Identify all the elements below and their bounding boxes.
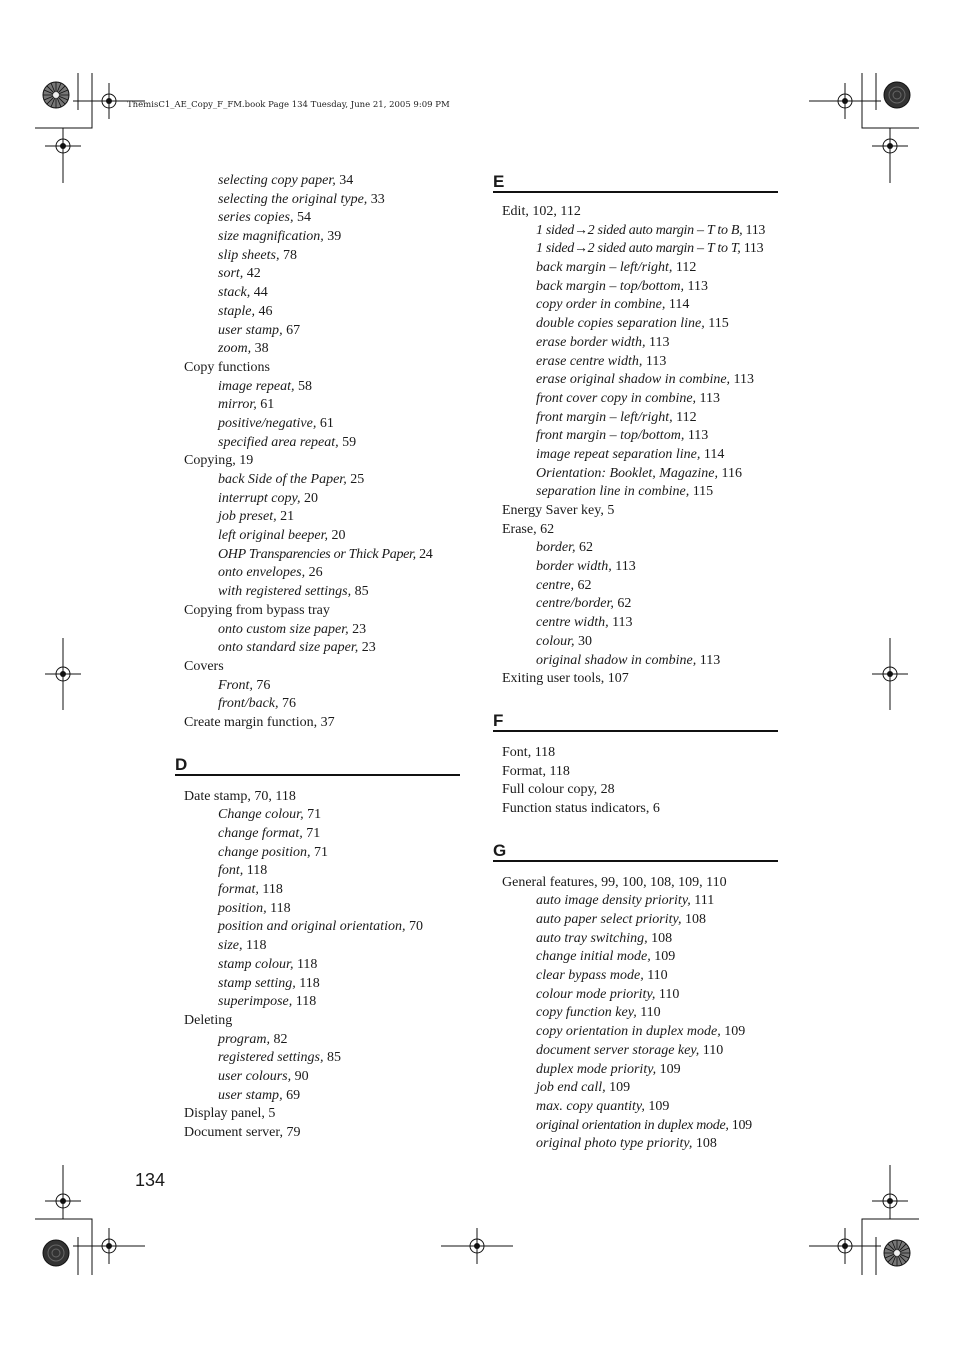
entry-term: slip sheets — [218, 247, 276, 263]
entry-term: back Side of the Paper — [218, 472, 344, 487]
entry-page-ref: 85 — [354, 584, 369, 600]
index-subentry: size, 118 — [218, 938, 267, 954]
index-subentry: user stamp, 67 — [218, 322, 301, 338]
index-subentry: stamp setting, 118 — [218, 975, 320, 991]
index-subentry: image repeat separation line, 114 — [536, 446, 725, 462]
index-subentry: centre, 62 — [536, 577, 592, 593]
index-subentry: left original beeper, 20 — [218, 528, 346, 544]
index-subentry: staple, 46 — [218, 303, 273, 319]
entry-term: selecting the original type — [218, 191, 364, 207]
entry-page-ref: 113 — [745, 222, 766, 238]
entry-page-ref: 62 — [577, 577, 592, 593]
index-subentry: series copies, 54 — [218, 210, 311, 226]
index-subentry: copy order in combine, 114 — [536, 297, 690, 313]
index-subentry: job end call, 109 — [536, 1080, 631, 1096]
index-subentry: double copies separation line, 115 — [536, 316, 729, 332]
index-subentry: centre/border, 62 — [536, 596, 632, 612]
entry-page-ref: 20 — [331, 528, 346, 544]
index-subentry: job preset, 21 — [218, 509, 295, 525]
index-subentry: change position, 71 — [218, 844, 329, 860]
entry-page-ref: 21 — [280, 509, 295, 525]
index-entry: Create margin function, 37 — [184, 714, 335, 730]
index-subentry: stamp colour, 118 — [218, 956, 318, 972]
entry-term: original orientation in duplex mode — [536, 1117, 726, 1133]
entry-term: user stamp — [218, 322, 280, 338]
index-subentry: stack, 44 — [218, 285, 268, 301]
index-entry: Erase, 62 — [502, 521, 555, 537]
entry-page-ref: 23 — [352, 621, 367, 637]
entry-term: format — [218, 882, 256, 898]
entry-term: double copies separation line — [536, 316, 702, 332]
entry-page-ref: 85 — [327, 1050, 342, 1066]
entry-term: erase original shadow in combine — [536, 372, 727, 388]
entry-page-ref: 39 — [327, 229, 342, 245]
entry-term: Copy functions — [184, 359, 270, 375]
entry-term: onto envelopes — [218, 565, 302, 581]
index-subentry: erase centre width, 113 — [536, 353, 667, 369]
entry-term: back margin – left/right — [536, 260, 669, 276]
entry-page-ref: 38 — [254, 341, 269, 357]
index-subentry: font, 118 — [218, 863, 268, 879]
entry-term: General features — [502, 874, 595, 890]
index-entry: Date stamp, 70, 118 — [184, 788, 296, 804]
index-subentry: border width, 113 — [536, 559, 636, 575]
entry-page-ref: 113 — [743, 241, 764, 257]
index-entries-d — [184, 788, 474, 1143]
section-header-f — [493, 705, 792, 761]
entry-page-ref: 82 — [273, 1031, 288, 1047]
entry-term: erase centre width — [536, 353, 639, 369]
entry-term: superimpose — [218, 994, 289, 1010]
index-subentry: onto standard size paper, 23 — [218, 640, 376, 656]
entry-term: user stamp — [218, 1087, 280, 1103]
index-subentry: mirror, 61 — [218, 397, 275, 413]
entry-page-ref: 5 — [268, 1106, 276, 1122]
entry-page-ref: 118 — [246, 863, 268, 879]
index-subentry: original shadow in combine, 113 — [536, 652, 721, 668]
entry-term: Edit — [502, 204, 526, 219]
entry-term: interrupt copy — [218, 490, 297, 506]
index-subentry: back margin – left/right, 112 — [536, 260, 697, 276]
entry-page-ref: 70, 118 — [254, 788, 296, 804]
entry-page-ref: 108 — [695, 1136, 717, 1152]
entry-page-ref: 59 — [342, 434, 357, 450]
book-header: ThemisC1_AE_Copy_F_FM.book Page 134 Tuesday, June 21, 2005 9:09 PM — [127, 100, 450, 110]
entry-term: positive/negative — [218, 415, 313, 431]
entry-page-ref: 113 — [699, 652, 721, 668]
entry-term: duplex mode priority — [536, 1061, 653, 1077]
entry-page-ref: 113 — [687, 428, 709, 444]
entry-term: Copying — [184, 453, 233, 469]
entry-term: document server storage key — [536, 1042, 696, 1058]
index-subentry: onto envelopes, 26 — [218, 565, 323, 581]
index-entry: Document server, 79 — [184, 1125, 301, 1140]
index-entry: Display panel, 5 — [184, 1106, 276, 1122]
entry-term: Display panel — [184, 1106, 262, 1122]
entry-page-ref: 118 — [299, 975, 320, 991]
section-header-g — [493, 835, 792, 891]
index-entry: General features, 99, 100, 108, 109, 110 — [502, 874, 727, 890]
entry-page-ref: 28 — [600, 782, 615, 798]
entry-page-ref: 109 — [731, 1117, 752, 1133]
entry-page-ref: 44 — [253, 285, 268, 301]
entry-term: job end call — [536, 1080, 603, 1096]
entry-term: Date stamp — [184, 788, 248, 804]
entry-term: erase border width — [536, 334, 643, 350]
entry-term: auto paper select priority — [536, 912, 678, 927]
index-entry — [184, 602, 474, 621]
index-subentry: slip sheets, 78 — [218, 247, 297, 263]
entry-term: Covers — [184, 658, 224, 674]
entry-page-ref: 109 — [648, 1098, 670, 1114]
entry-page-ref: 108 — [651, 930, 673, 946]
index-subentry: auto paper select priority, 108 — [536, 912, 706, 927]
index-entry: Energy Saver key, 5 — [502, 503, 615, 518]
entry-page-ref: 71 — [307, 807, 322, 823]
entry-page-ref: 107 — [607, 671, 629, 687]
entry-term: sort — [218, 266, 240, 282]
section-rule — [175, 774, 460, 776]
entry-term: stack — [218, 285, 247, 301]
entry-page-ref: 118 — [295, 994, 317, 1010]
entry-page-ref: 79 — [286, 1125, 301, 1140]
entry-term: border width — [536, 559, 609, 575]
entry-page-ref: 118 — [549, 763, 570, 779]
entry-term: copy function key — [536, 1005, 634, 1021]
index-entries-e — [502, 203, 792, 689]
index-subentry: border, 62 — [536, 540, 594, 556]
entry-term: size — [218, 938, 239, 954]
entry-page-ref: 113 — [615, 559, 636, 575]
entry-page-ref: 109 — [609, 1080, 631, 1096]
entry-term: Full colour copy — [502, 782, 594, 798]
entry-page-ref: 61 — [319, 415, 334, 431]
section-header-e — [493, 166, 792, 222]
entry-page-ref: 115 — [692, 484, 714, 500]
index-subentry: colour, 30 — [536, 633, 592, 649]
entry-page-ref: 109 — [659, 1061, 681, 1077]
index-entries-g — [502, 874, 792, 1154]
index-entry: Function status indicators, 6 — [502, 800, 660, 816]
index-subentry: OHP Transparencies or Thick Paper, 24 — [218, 546, 433, 562]
index-entry: Copying, 19 — [184, 453, 254, 469]
index-subentry: duplex mode priority, 109 — [536, 1061, 681, 1077]
entry-term: Exiting user tools — [502, 671, 601, 687]
entry-term: front/back — [218, 696, 276, 712]
entry-term: program — [218, 1031, 267, 1047]
index-subentry: auto tray switching, 108 — [536, 930, 673, 946]
entry-page-ref: 58 — [297, 378, 312, 394]
entry-page-ref: 118 — [534, 744, 556, 760]
index-subentry: program, 82 — [218, 1031, 288, 1047]
entry-page-ref: 114 — [703, 446, 725, 462]
index-subentry: erase original shadow in combine, 113 — [536, 372, 755, 388]
entry-term: 1 sided→2 sided auto margin – T to B — [536, 222, 740, 238]
index-subentry: selecting the original type, 33 — [218, 191, 385, 207]
entry-page-ref: 71 — [314, 844, 329, 860]
entry-page-ref: 109 — [654, 949, 676, 965]
entry-page-ref: 110 — [640, 1005, 661, 1021]
entry-term: front cover copy in combine — [536, 390, 693, 406]
index-subentry: Orientation: Booklet, Magazine, 116 — [536, 465, 742, 481]
entry-term: Energy Saver key — [502, 503, 601, 518]
entry-term: size magnification — [218, 229, 321, 245]
entry-term: back margin – top/bottom — [536, 278, 681, 294]
entry-page-ref: 78 — [282, 247, 297, 263]
entry-page-ref: 118 — [296, 956, 318, 972]
entry-page-ref: 71 — [306, 826, 321, 841]
entry-term: stamp colour — [218, 956, 290, 972]
entry-term: Erase — [502, 521, 534, 537]
index-entry: Font, 118 — [502, 744, 556, 760]
entry-page-ref: 25 — [350, 472, 365, 487]
entry-term: staple — [218, 303, 252, 319]
entry-page-ref: 26 — [308, 565, 323, 581]
entry-page-ref: 62 — [540, 521, 555, 537]
entry-page-ref: 33 — [370, 191, 385, 207]
entry-page-ref: 46 — [258, 303, 273, 319]
entry-term: stamp setting — [218, 975, 293, 991]
entry-term: position and original orientation — [218, 919, 402, 935]
entry-term: border — [536, 540, 573, 556]
section-rule — [493, 730, 778, 732]
entry-term: onto custom size paper — [218, 621, 346, 637]
entry-page-ref: 114 — [668, 297, 690, 313]
index-subentry: colour mode priority, 110 — [536, 986, 680, 1002]
entry-term: clear bypass mode — [536, 968, 641, 984]
entry-term: front margin – left/right — [536, 409, 670, 425]
index-subentry: Front, 76 — [218, 677, 271, 693]
entry-page-ref: 113 — [612, 615, 633, 631]
entry-term: zoom — [218, 341, 248, 357]
index-subentry: 1 sided→2 sided auto margin – T to B, 113 — [536, 222, 766, 238]
entry-page-ref: 113 — [649, 334, 670, 350]
entry-page-ref: 20 — [303, 490, 318, 506]
index-subentry: size magnification, 39 — [218, 229, 342, 245]
entry-page-ref: 62 — [579, 540, 594, 556]
entry-page-ref: 118 — [246, 938, 267, 954]
entry-term: Copying from bypass tray — [184, 602, 330, 618]
entry-page-ref: 113 — [645, 353, 667, 369]
entry-page-ref: 54 — [296, 210, 311, 226]
index-entry — [184, 1012, 474, 1031]
section-letter: D — [175, 754, 188, 774]
index-subentry: clear bypass mode, 110 — [536, 968, 668, 984]
index-subentry: separation line in combine, 115 — [536, 484, 714, 500]
entry-term: colour mode priority — [536, 986, 652, 1002]
index-subentry: change format, 71 — [218, 826, 321, 841]
entry-page-ref: 5 — [607, 503, 615, 518]
entry-page-ref: 113 — [733, 372, 755, 388]
entry-term: image repeat — [218, 378, 291, 394]
index-subentry: sort, 42 — [218, 266, 261, 282]
entry-term: position — [218, 900, 264, 916]
index-subentry: image repeat, 58 — [218, 378, 312, 394]
index-subentry: 1 sided→2 sided auto margin – T to T, 113 — [536, 241, 764, 257]
entry-term: centre — [536, 577, 571, 593]
index-subentry: user colours, 90 — [218, 1068, 309, 1084]
entry-term: centre/border — [536, 596, 611, 612]
index-entry — [184, 658, 474, 677]
index-subentry: copy orientation in duplex mode, 109 — [536, 1024, 746, 1040]
entry-page-ref: 34 — [339, 173, 354, 188]
entry-page-ref: 23 — [361, 640, 376, 656]
entry-term: original photo type priority — [536, 1136, 689, 1152]
index-subentry: front/back, 76 — [218, 696, 297, 712]
entry-term: selecting copy paper — [218, 173, 333, 188]
entry-term: with registered settings — [218, 584, 348, 600]
entry-page-ref: 61 — [260, 397, 275, 413]
entry-page-ref: 111 — [694, 893, 715, 909]
index-subentry: change initial mode, 109 — [536, 949, 676, 965]
entry-term: Front — [218, 677, 250, 693]
entry-term: Format — [502, 763, 543, 779]
entry-term: OHP Transparencies or Thick Paper — [218, 546, 413, 562]
entry-page-ref: 113 — [687, 278, 709, 294]
index-entry: Exiting user tools, 107 — [502, 671, 629, 687]
index-subentry: back margin – top/bottom, 113 — [536, 278, 709, 294]
entry-page-ref: 67 — [286, 322, 301, 338]
entry-term: max. copy quantity — [536, 1098, 642, 1114]
entry-term: Change colour — [218, 807, 301, 823]
entry-page-ref: 99, 100, 108, 109, 110 — [601, 874, 727, 890]
entry-term: copy order in combine — [536, 297, 662, 313]
index-subentry: original photo type priority, 108 — [536, 1136, 717, 1152]
entry-page-ref: 90 — [294, 1068, 309, 1084]
entry-term: auto image density priority — [536, 893, 688, 909]
entry-term: colour — [536, 633, 571, 649]
entry-term: change format — [218, 826, 300, 841]
entry-page-ref: 76 — [256, 677, 271, 693]
entry-term: Create margin function — [184, 714, 314, 730]
index-subentry: interrupt copy, 20 — [218, 490, 318, 506]
index-entries-continued — [184, 172, 474, 733]
entry-term: left original beeper — [218, 528, 325, 544]
entry-page-ref: 110 — [647, 968, 668, 984]
entry-term: user colours — [218, 1068, 288, 1084]
index-subentry: registered settings, 85 — [218, 1050, 342, 1066]
entry-page-ref: 24 — [419, 546, 433, 562]
index-subentry: user stamp, 69 — [218, 1087, 301, 1103]
entry-term: image repeat separation line — [536, 446, 697, 462]
section-letter: G — [493, 840, 507, 860]
index-entry: Format, 118 — [502, 763, 570, 779]
index-subentry: superimpose, 118 — [218, 994, 317, 1010]
section-header-d — [175, 749, 474, 805]
entry-term: original shadow in combine — [536, 652, 693, 668]
entry-page-ref: 110 — [702, 1042, 724, 1058]
entry-page-ref: 70 — [408, 919, 423, 935]
entry-term: Font — [502, 744, 528, 760]
entry-page-ref: 69 — [286, 1087, 301, 1103]
entry-term: mirror — [218, 397, 254, 413]
entry-term: centre width — [536, 615, 606, 631]
entry-term: job preset — [218, 509, 274, 525]
entry-term: Function status indicators — [502, 800, 646, 816]
entry-term: specified area repeat — [218, 434, 336, 450]
index-subentry: position and original orientation, 70 — [218, 919, 423, 935]
entry-page-ref: 76 — [282, 696, 297, 712]
section-letter: E — [493, 172, 505, 191]
entry-page-ref: 118 — [262, 882, 283, 898]
index-subentry: positive/negative, 61 — [218, 415, 334, 431]
entry-page-ref: 108 — [684, 912, 706, 927]
entry-page-ref: 109 — [724, 1024, 746, 1040]
entry-term: series copies — [218, 210, 290, 226]
index-subentry: position, 118 — [218, 900, 291, 916]
index-subentry: format, 118 — [218, 882, 283, 898]
entry-term: separation line in combine — [536, 484, 686, 500]
entry-term: Document server — [184, 1125, 280, 1140]
index-subentry: copy function key, 110 — [536, 1005, 661, 1021]
index-entry: Edit, 102, 112 — [502, 204, 581, 219]
entry-term: registered settings — [218, 1050, 321, 1066]
index-entry — [184, 359, 474, 378]
entry-page-ref: 37 — [320, 714, 335, 730]
index-subentry: onto custom size paper, 23 — [218, 621, 367, 637]
entry-term: front margin – top/bottom — [536, 428, 681, 444]
index-subentry: original orientation in duplex mode, 109 — [536, 1117, 752, 1133]
index-subentry: max. copy quantity, 109 — [536, 1098, 670, 1114]
section-rule — [493, 860, 778, 862]
index-subentry: selecting copy paper, 34 — [218, 173, 354, 188]
entry-term: change position — [218, 844, 308, 860]
entry-page-ref: 30 — [578, 633, 592, 649]
index-subentry: zoom, 38 — [218, 341, 269, 357]
entry-page-ref: 42 — [246, 266, 261, 282]
page-number: 134 — [135, 1170, 166, 1190]
entry-term: onto standard size paper — [218, 640, 355, 656]
index-column-left — [175, 172, 474, 1143]
index-subentry: erase border width, 113 — [536, 334, 670, 350]
index-subentry: back Side of the Paper, 25 — [218, 472, 365, 487]
entry-page-ref: 62 — [617, 596, 632, 612]
entry-term: change initial mode — [536, 949, 648, 965]
entry-page-ref: 113 — [699, 390, 721, 406]
entry-term: copy orientation in duplex mode — [536, 1024, 718, 1040]
entry-term: Orientation: Booklet, Magazine — [536, 465, 715, 481]
section-rule — [493, 191, 778, 193]
index-subentry: specified area repeat, 59 — [218, 434, 357, 450]
index-subentry: front cover copy in combine, 113 — [536, 390, 721, 406]
entry-page-ref: 112 — [676, 409, 697, 425]
index-subentry: front margin – top/bottom, 113 — [536, 428, 709, 444]
index-entry: Full colour copy, 28 — [502, 782, 615, 798]
entry-page-ref: 19 — [239, 453, 254, 469]
index-column-right — [493, 172, 792, 1154]
entry-term: 1 sided→2 sided auto margin – T to T — [536, 241, 738, 257]
entry-page-ref: 110 — [658, 986, 680, 1002]
entry-page-ref: 116 — [721, 465, 742, 481]
entry-page-ref: 112 — [675, 260, 697, 276]
entry-page-ref: 102, 112 — [532, 204, 581, 219]
entry-term: auto tray switching — [536, 930, 645, 946]
index-subentry: centre width, 113 — [536, 615, 633, 631]
index-subentry: with registered settings, 85 — [218, 584, 369, 600]
entry-page-ref: 118 — [270, 900, 291, 916]
section-letter: F — [493, 710, 504, 730]
index-subentry: Change colour, 71 — [218, 807, 322, 823]
entry-term: Deleting — [184, 1012, 233, 1028]
index-subentry: document server storage key, 110 — [536, 1042, 724, 1058]
entry-term: font — [218, 863, 240, 879]
entry-page-ref: 115 — [708, 316, 729, 332]
index-subentry: front margin – left/right, 112 — [536, 409, 697, 425]
index-subentry: auto image density priority, 111 — [536, 893, 715, 909]
entry-page-ref: 6 — [652, 800, 660, 816]
